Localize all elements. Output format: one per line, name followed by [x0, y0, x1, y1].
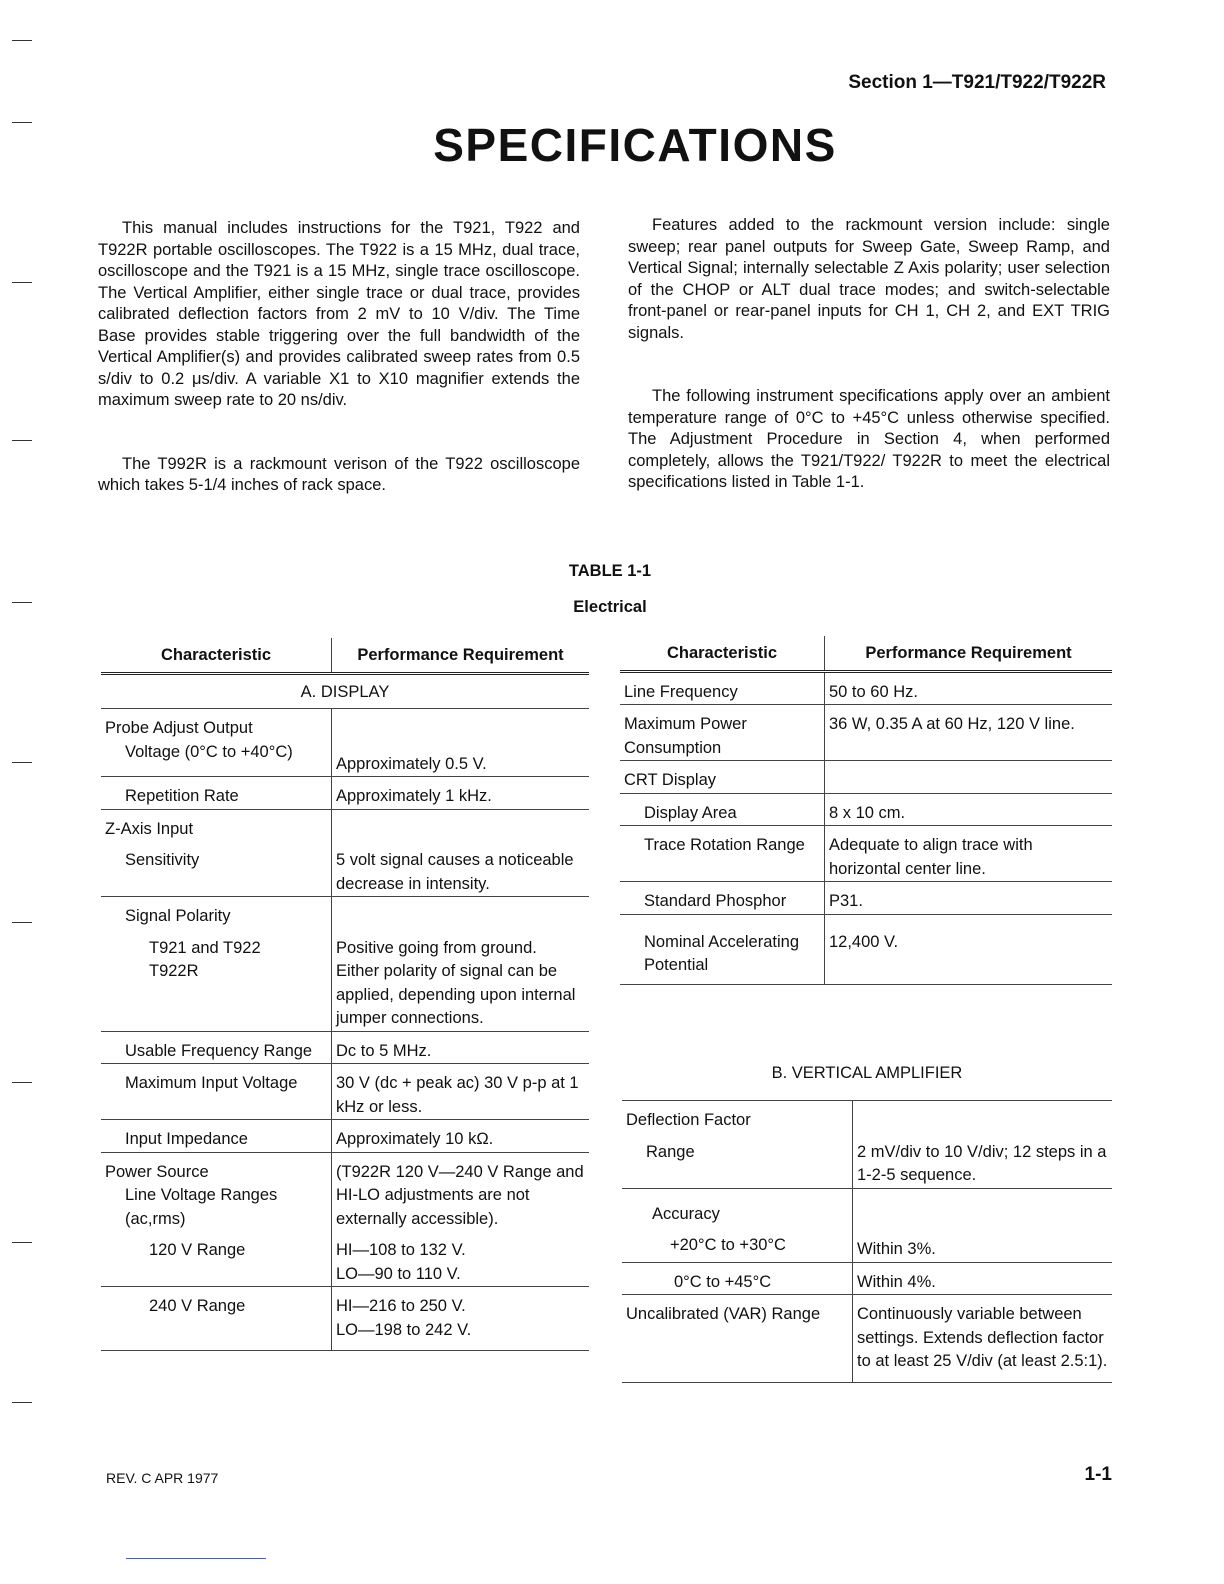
column-header-characteristic: Characteristic: [620, 636, 825, 671]
row-label: Usable Frequency Range: [101, 1031, 332, 1064]
row-label: 120 V Range: [101, 1231, 332, 1263]
row-label: Power Source: [101, 1152, 332, 1184]
row-label: Line Voltage Ranges (ac,rms): [101, 1184, 332, 1231]
row-value: 36 W, 0.35 A at 60 Hz, 120 V line.: [825, 705, 1113, 761]
table-name: Electrical: [573, 598, 647, 616]
row-value: 30 V (dc + peak ac) 30 V p-p at 1 kHz or less.: [332, 1064, 590, 1120]
row-value: LO—198 to 242 V.: [332, 1319, 590, 1351]
row-label: Input Impedance: [101, 1120, 332, 1153]
intro-right-column: [628, 215, 1110, 494]
page-number: 1-1: [1084, 1464, 1112, 1485]
row-value: HI—108 to 132 V.: [336, 1241, 466, 1259]
row-label: Maximum Input Voltage: [101, 1064, 332, 1120]
row-label: Deflection Factor: [622, 1101, 853, 1133]
row-value: (T922R 120 V—240 V Range and HI-LO adjustments are not externally accessible).: [332, 1152, 590, 1231]
row-value: Approximately 10 kΩ.: [332, 1120, 590, 1153]
row-label: Line Frequency: [620, 671, 825, 705]
row-label: T921 and T922: [101, 929, 332, 961]
row-value: Dc to 5 MHz.: [332, 1031, 590, 1064]
scan-margin-mark: [12, 1402, 32, 1403]
scan-margin-mark: [12, 762, 32, 763]
row-label: Sensitivity: [101, 841, 332, 897]
table-number: TABLE 1-1: [568, 562, 652, 580]
row-value: P31.: [825, 882, 1113, 915]
row-label: Probe Adjust Output: [101, 709, 332, 741]
row-label: Accuracy: [622, 1188, 853, 1226]
row-label: Uncalibrated (VAR) Range: [622, 1295, 853, 1383]
column-header-characteristic: Characteristic: [101, 638, 332, 673]
row-label: Standard Phosphor: [620, 882, 825, 915]
row-value: 12,400 V.: [825, 914, 1113, 984]
row-value: Continuously variable between settings. Extends deflection factor to at least 25 V/div (at least 2.5:1).: [853, 1295, 1113, 1383]
row-value: 50 to 60 Hz.: [829, 682, 918, 701]
scan-margin-mark: [12, 1242, 32, 1243]
row-value: Either polarity of signal can be applied, depending upon internal jumper connections.: [336, 962, 576, 1027]
intro-paragraph: The T992R is a rackmount verison of the T922 oscilloscope which takes 5-1/4 inches of rack space.: [98, 454, 580, 494]
row-label: Signal Polarity: [101, 897, 332, 929]
row-value: Approximately 1 kHz.: [332, 777, 590, 810]
row-value: 5 volt signal causes a noticeable decrease in intensity.: [336, 851, 574, 893]
section-heading-vertical: B. VERTICAL AMPLIFIER: [771, 1064, 963, 1082]
row-label: 0°C to +45°C: [622, 1262, 853, 1295]
page-title: SPECIFICATIONS: [433, 119, 837, 171]
scan-margin-mark: [12, 602, 32, 603]
row-label: Z-Axis Input: [101, 809, 332, 841]
row-value: LO—90 to 110 V.: [336, 1264, 461, 1283]
row-value: Adequate to align trace with horizontal center line.: [825, 826, 1113, 882]
row-label: +20°C to +30°C: [622, 1226, 853, 1262]
row-label: CRT Display: [620, 761, 825, 794]
row-value: 2 mV/div to 10 V/div; 12 steps in a 1-2-5 sequence.: [857, 1142, 1107, 1184]
row-label: Maximum Power Consumption: [620, 705, 825, 761]
row-value: 8 x 10 cm.: [825, 793, 1113, 826]
intro-paragraph: The following instrument specifications apply over an ambient temperature range of 0°C to +45°C unless otherwise specified. The Adjustment Procedure in Section 4, when performed completely, allows the T921/T922/ T922R to meet the electrical specifications listed in Table 1-1.: [628, 387, 1110, 491]
row-value: Approximately 0.5 V.: [336, 754, 487, 773]
divider: [126, 1558, 266, 1559]
intro-paragraph: Features added to the rackmount version include: single sweep; rear panel outputs for Sweep Gate, Sweep Ramp, and Vertical Signal; internally selectable Z Axis polarity; user selection of the CHOP or ALT dual trace modes; and switch-selectable front-panel or rear-panel inputs for CH 1, CH 2, and EXT TRIG signals.: [628, 216, 1110, 342]
scan-margin-mark: [12, 122, 32, 123]
row-value: Within 3%.: [857, 1240, 936, 1258]
row-value: Within 4%.: [853, 1262, 1113, 1295]
scan-margin-mark: [12, 282, 32, 283]
row-label: Trace Rotation Range: [620, 826, 825, 882]
scan-margin-mark: [12, 922, 32, 923]
row-label: 240 V Range: [101, 1287, 332, 1319]
revision-note: REV. C APR 1977: [106, 1470, 219, 1486]
electrical-table-right: [620, 636, 1112, 985]
vertical-amplifier-table: [622, 1100, 1112, 1383]
row-label: Range: [622, 1133, 853, 1189]
electrical-table-left: [101, 638, 589, 1351]
column-header-performance: Performance Requirement: [332, 638, 590, 673]
row-value: Positive going from ground.: [336, 938, 537, 957]
scan-margin-mark: [12, 1082, 32, 1083]
row-value: HI—216 to 250 V.: [332, 1287, 590, 1319]
intro-paragraph: This manual includes instructions for the T921, T922 and T922R portable oscilloscopes. The T922 is a 15 MHz, dual trace, oscilloscope and the T921 is a 15 MHz, single trace oscilloscope. The Vertical Amplifier, either single trace or dual trace, provides calibrated deflection factors from 2 mV to 10 V/div. The Time Base provides stable triggering over the full bandwidth of the Vertical Amplifier(s) and provides calibrated sweep rates from 0.5 s/div to 0.2 μs/div. A variable X1 to X10 magnifier extends the maximum sweep rate to 20 ns/div.: [98, 219, 580, 409]
scan-margin-mark: [12, 40, 32, 41]
section-header: Section 1—T921/T922/T922R: [848, 72, 1106, 93]
intro-left-column: [98, 218, 580, 497]
row-label: Nominal Accelerating Potential: [620, 914, 825, 984]
scan-margin-mark: [12, 440, 32, 441]
row-label: Repetition Rate: [101, 777, 332, 810]
row-label: Display Area: [620, 793, 825, 826]
column-header-performance: Performance Requirement: [825, 636, 1113, 671]
row-label: Voltage (0°C to +40°C): [101, 741, 332, 777]
section-heading-display: A. DISPLAY: [101, 673, 589, 709]
row-label: T922R: [101, 960, 332, 1031]
